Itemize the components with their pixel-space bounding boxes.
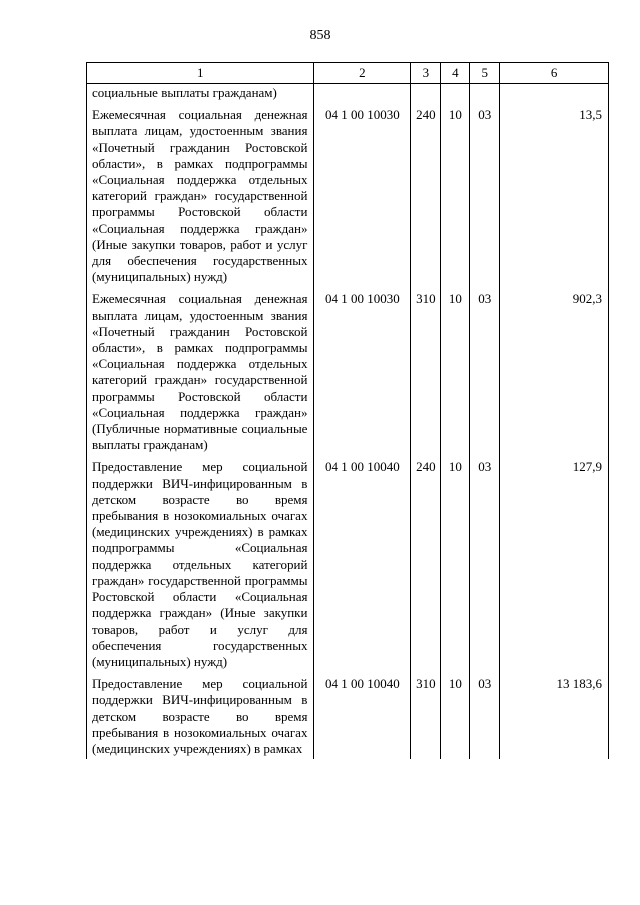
row-col-3: 310	[411, 287, 441, 455]
row-col-4: 10	[441, 287, 470, 455]
continuation-text: социальные выплаты гражданам)	[87, 84, 314, 104]
header-col-3: 3	[411, 63, 441, 84]
row-col-4: 10	[441, 103, 470, 287]
row-amount: 13 183,6	[500, 672, 609, 759]
empty-cell	[411, 84, 441, 104]
empty-cell	[314, 84, 411, 104]
row-col-5: 03	[470, 672, 500, 759]
table-row	[87, 455, 609, 672]
row-amount: 902,3	[500, 287, 609, 455]
row-amount: 127,9	[500, 455, 609, 672]
budget-table	[86, 62, 609, 759]
row-description: Предоставление мер социальной поддержки ВИЧ-инфицированным в детском возрасте во время пребывания в нозокомиальных очагах (медицинских учреждениях) в рамках	[87, 672, 314, 759]
header-row	[87, 63, 609, 84]
row-amount: 13,5	[500, 103, 609, 287]
row-description: Ежемесячная социальная денежная выплата лицам, удостоенным звания «Почетный гражданин Ростовской области», в рамках подпрограммы «Социальная поддержка отдельных категорий граждан» государственной программы Ростовской области «Социальная поддержка граждан» (Публичные нормативные социальные выплаты гражданам)	[87, 287, 314, 455]
table-row	[87, 287, 609, 455]
header-col-2: 2	[314, 63, 411, 84]
row-code: 04 1 00 10030	[314, 287, 411, 455]
row-code: 04 1 00 10040	[314, 672, 411, 759]
header-col-5: 5	[470, 63, 500, 84]
row-col-5: 03	[470, 455, 500, 672]
row-col-5: 03	[470, 103, 500, 287]
table-row	[87, 672, 609, 759]
row-col-3: 240	[411, 103, 441, 287]
table-row	[87, 103, 609, 287]
row-description: Ежемесячная социальная денежная выплата лицам, удостоенным звания «Почетный гражданин Ростовской области», в рамках подпрограммы «Социальная поддержка отдельных категорий граждан» государственной программы Ростовской области «Социальная поддержка граждан» (Иные закупки товаров, работ и услуг для обеспечения государственных (муниципальных) нужд)	[87, 103, 314, 287]
row-col-4: 10	[441, 672, 470, 759]
empty-cell	[470, 84, 500, 104]
row-code: 04 1 00 10040	[314, 455, 411, 672]
continuation-row	[87, 84, 609, 104]
table-header	[87, 63, 609, 84]
row-description: Предоставление мер социальной поддержки ВИЧ-инфицированным в детском возрасте во время пребывания в нозокомиальных очагах (медицинских учреждениях) в рамках подпрограммы «Социальная поддержка отдельных категорий граждан» государственной программы Ростовской области «Социальная поддержка граждан» (Иные закупки товаров, работ и услуг для обеспечения государственных (муниципальных) нужд)	[87, 455, 314, 672]
row-col-5: 03	[470, 287, 500, 455]
table-body	[87, 84, 609, 760]
header-col-1: 1	[87, 63, 314, 84]
row-col-3: 240	[411, 455, 441, 672]
row-col-3: 310	[411, 672, 441, 759]
empty-cell	[441, 84, 470, 104]
page-number: 858	[309, 28, 331, 43]
row-code: 04 1 00 10030	[314, 103, 411, 287]
row-col-4: 10	[441, 455, 470, 672]
empty-cell	[500, 84, 609, 104]
header-col-4: 4	[441, 63, 470, 84]
header-col-6: 6	[500, 63, 609, 84]
